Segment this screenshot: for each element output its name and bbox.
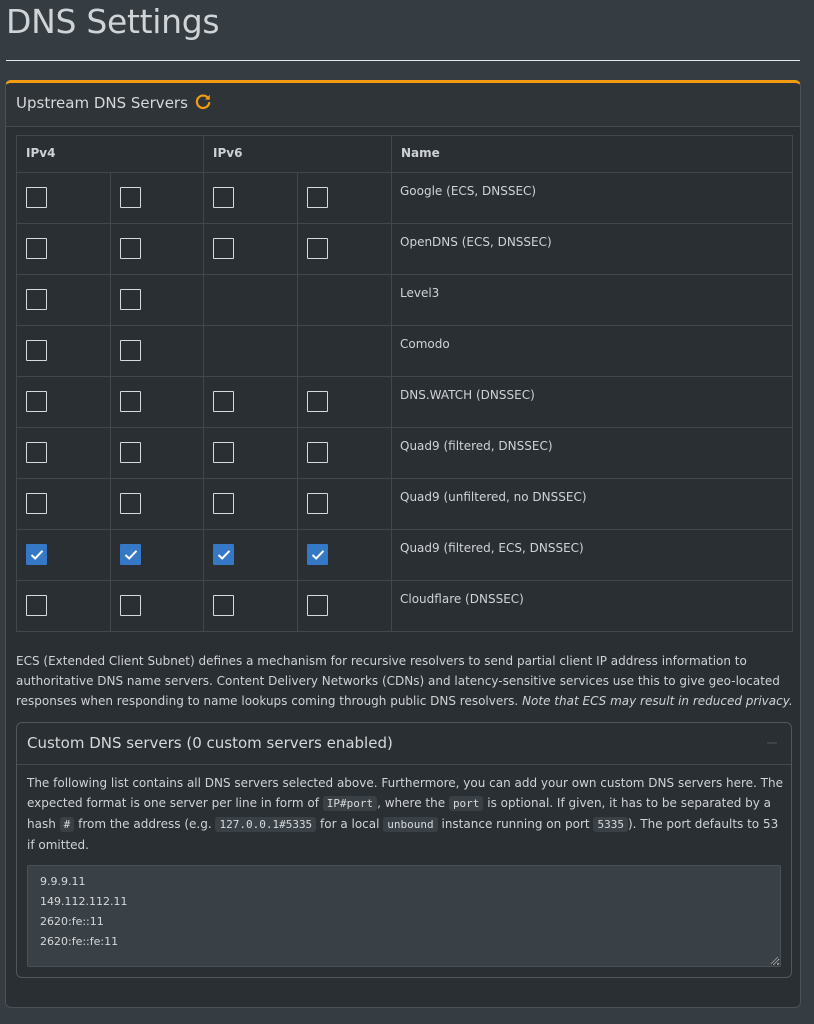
empty-cell [298, 326, 392, 377]
check-icon [217, 549, 231, 561]
table-row [17, 377, 793, 428]
checkbox-cell [17, 173, 111, 224]
checkbox-cell [111, 428, 204, 479]
ipv4-primary-checkbox[interactable] [26, 187, 47, 208]
code-unbound: unbound [383, 817, 437, 832]
ipv4-primary-checkbox[interactable] [26, 544, 47, 565]
checkbox-cell [17, 530, 111, 581]
ipv6-primary-checkbox[interactable] [213, 391, 234, 412]
code-example-address: 127.0.0.1#5335 [215, 817, 316, 832]
server-name: Comodo [392, 326, 793, 377]
desc-text: ). The port defaults to 53 if omitted. [27, 817, 779, 852]
checkbox-cell [298, 581, 392, 632]
title-divider [6, 60, 800, 61]
ecs-description [16, 651, 796, 711]
checkbox-cell [111, 479, 204, 530]
name-header: Name [392, 136, 793, 173]
checkbox-cell [298, 530, 392, 581]
checkbox-cell [17, 581, 111, 632]
ipv4-primary-checkbox[interactable] [26, 442, 47, 463]
checkbox-cell [111, 377, 204, 428]
desc-text: The following list contains all DNS servers selected above. Furthermore, you can add your own custom DNS servers here. The expected format is one server per line in form of [27, 776, 783, 810]
ipv6-secondary-checkbox[interactable] [307, 442, 328, 463]
ipv4-secondary-checkbox[interactable] [120, 187, 141, 208]
ipv4-secondary-checkbox[interactable] [120, 289, 141, 310]
ecs-text: ECS (Extended Client Subnet) defines a mechanism for recursive resolvers to send partial client IP address information to authoritative DNS name servers. Content Delivery Networks (CDNs) and latency-sensitive services use this to give geo-located responses when responding to name lookups coming through public DNS resolvers. [16, 654, 780, 708]
ipv4-primary-checkbox[interactable] [26, 340, 47, 361]
check-icon [124, 549, 138, 561]
checkbox-cell [17, 326, 111, 377]
server-name: Google (ECS, DNSSEC) [392, 173, 793, 224]
server-name: OpenDNS (ECS, DNSSEC) [392, 224, 793, 275]
ipv6-header: IPv6 [204, 136, 392, 173]
checkbox-cell [17, 275, 111, 326]
ecs-note: Note that ECS may result in reduced privacy. [522, 694, 793, 708]
empty-cell [204, 326, 298, 377]
table-row [17, 530, 793, 581]
checkbox-cell [111, 224, 204, 275]
custom-dns-title: Custom DNS servers (0 custom servers enabled) [27, 734, 393, 752]
ipv4-secondary-checkbox[interactable] [120, 595, 141, 616]
server-name: Cloudflare (DNSSEC) [392, 581, 793, 632]
ipv4-secondary-checkbox[interactable] [120, 391, 141, 412]
code-port-number: 5335 [593, 817, 628, 832]
page-title: DNS Settings [6, 2, 220, 41]
upstream-dns-panel [5, 80, 801, 1008]
checkbox-cell [111, 275, 204, 326]
ipv6-secondary-checkbox[interactable] [307, 238, 328, 259]
desc-text: instance running on port [441, 817, 590, 831]
checkbox-cell [111, 326, 204, 377]
desc-text: for a local [320, 817, 380, 831]
check-icon [30, 549, 44, 561]
ipv6-secondary-checkbox[interactable] [307, 493, 328, 514]
code-hash: # [60, 817, 75, 832]
ipv4-secondary-checkbox[interactable] [120, 493, 141, 514]
ipv4-primary-checkbox[interactable] [26, 289, 47, 310]
check-icon [311, 549, 325, 561]
ipv4-primary-checkbox[interactable] [26, 391, 47, 412]
checkbox-cell [298, 173, 392, 224]
server-name: Quad9 (filtered, DNSSEC) [392, 428, 793, 479]
server-name: Level3 [392, 275, 793, 326]
collapse-icon[interactable] [767, 742, 777, 744]
ipv6-primary-checkbox[interactable] [213, 442, 234, 463]
checkbox-cell [204, 377, 298, 428]
custom-dns-header [17, 723, 791, 765]
table-row [17, 326, 793, 377]
table-row [17, 173, 793, 224]
desc-text: from the address (e.g. [78, 817, 212, 831]
server-name: Quad9 (unfiltered, no DNSSEC) [392, 479, 793, 530]
checkbox-cell [204, 428, 298, 479]
empty-cell [298, 275, 392, 326]
checkbox-cell [204, 479, 298, 530]
code-ip-port: IP#port [323, 796, 377, 811]
checkbox-cell [298, 428, 392, 479]
checkbox-cell [204, 530, 298, 581]
ipv4-header: IPv4 [17, 136, 204, 173]
checkbox-cell [298, 224, 392, 275]
refresh-icon[interactable] [193, 92, 213, 112]
checkbox-cell [298, 377, 392, 428]
table-header-row [17, 136, 793, 173]
checkbox-cell [17, 428, 111, 479]
ipv6-primary-checkbox[interactable] [213, 493, 234, 514]
checkbox-cell [204, 581, 298, 632]
resize-handle-icon[interactable] [769, 955, 779, 965]
ipv4-primary-checkbox[interactable] [26, 238, 47, 259]
ipv4-secondary-checkbox[interactable] [120, 340, 141, 361]
ipv6-primary-checkbox[interactable] [213, 187, 234, 208]
table-row [17, 581, 793, 632]
checkbox-cell [17, 479, 111, 530]
custom-dns-description [27, 773, 783, 855]
ipv4-primary-checkbox[interactable] [26, 595, 47, 616]
panel-header [6, 83, 800, 127]
upstream-dns-table [16, 135, 793, 632]
ipv4-secondary-checkbox[interactable] [120, 442, 141, 463]
ipv6-secondary-checkbox[interactable] [307, 391, 328, 412]
ipv6-primary-checkbox[interactable] [213, 238, 234, 259]
custom-dns-box [16, 722, 792, 978]
checkbox-cell [204, 173, 298, 224]
ipv4-primary-checkbox[interactable] [26, 493, 47, 514]
checkbox-cell [17, 224, 111, 275]
server-name: Quad9 (filtered, ECS, DNSSEC) [392, 530, 793, 581]
panel-title: Upstream DNS Servers [16, 94, 188, 112]
table-row [17, 224, 793, 275]
desc-text: , where the [377, 796, 446, 810]
code-port: port [449, 796, 484, 811]
ipv4-secondary-checkbox[interactable] [120, 238, 141, 259]
table-row [17, 428, 793, 479]
checkbox-cell [111, 173, 204, 224]
checkbox-cell [17, 377, 111, 428]
checkbox-cell [111, 530, 204, 581]
ipv6-primary-checkbox[interactable] [213, 544, 234, 565]
desc-text: is optional. If given, it has to be separated by a hash [27, 796, 772, 831]
empty-cell [204, 275, 298, 326]
checkbox-cell [111, 581, 204, 632]
checkbox-cell [298, 479, 392, 530]
table-row [17, 479, 793, 530]
table-row [17, 275, 793, 326]
server-name: DNS.WATCH (DNSSEC) [392, 377, 793, 428]
ipv6-secondary-checkbox[interactable] [307, 544, 328, 565]
ipv6-primary-checkbox[interactable] [213, 595, 234, 616]
ipv6-secondary-checkbox[interactable] [307, 595, 328, 616]
ipv4-secondary-checkbox[interactable] [120, 544, 141, 565]
checkbox-cell [204, 224, 298, 275]
custom-dns-textarea[interactable] [27, 865, 781, 967]
ipv6-secondary-checkbox[interactable] [307, 187, 328, 208]
